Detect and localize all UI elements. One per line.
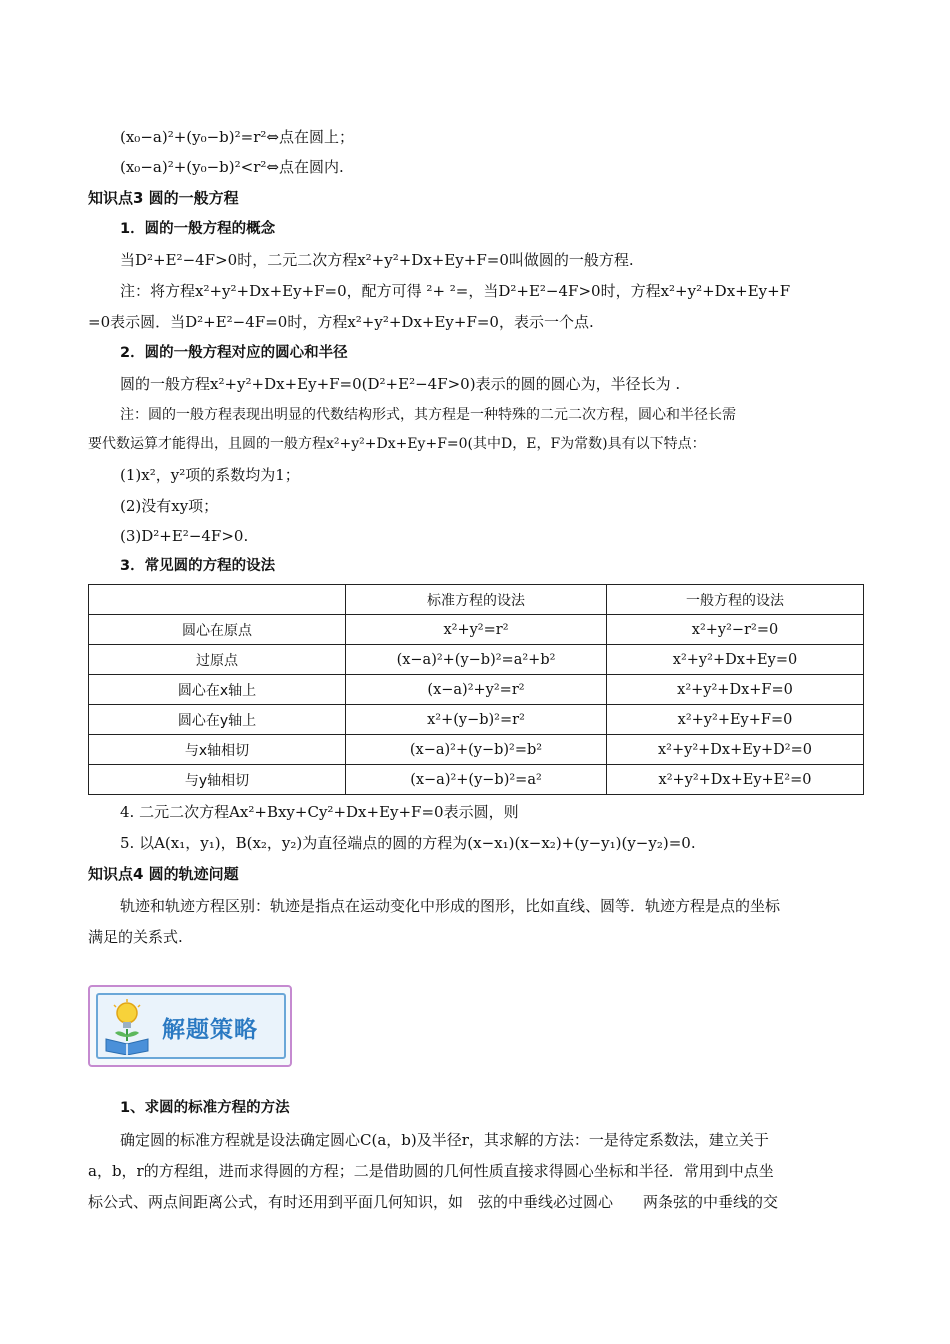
paragraph-note-2b: 要代数运算才能得出，且圆的一般方程x²+y²+Dx+Ey+F=0(其中D，E，F为常数)具有以下特点：	[88, 436, 706, 452]
feature-3: (3)D²+E²−4F>0.	[120, 527, 249, 545]
subheading-1: 1．圆的一般方程的概念	[120, 221, 276, 237]
table-cell: (x−a)²+(y−b)²=a²+b²	[346, 645, 607, 675]
table-row	[89, 765, 864, 795]
paragraph-inside-circle: (x₀−a)²+(y₀−b)²<r²⇔点在圆内.	[120, 158, 344, 176]
banner-title: 解题策略	[162, 1017, 258, 1043]
subheading-method: 1、求圆的标准方程的方法	[120, 1100, 290, 1116]
feature-1: (1)x²，y²项的系数均为1；	[120, 466, 300, 484]
table-cell: x²+y²−r²=0	[607, 615, 864, 645]
table-row	[89, 615, 864, 645]
table-cell: (x−a)²+y²=r²	[346, 675, 607, 705]
paragraph-method-a: 确定圆的标准方程就是设法确定圆心C(a，b)及半径r，其求解的方法：一是待定系数法，建立关于	[120, 1131, 769, 1149]
table-cell: x²+y²+Ey+F=0	[607, 705, 864, 735]
strategy-banner	[88, 985, 292, 1067]
section-heading-4: 知识点4 圆的轨迹问题	[88, 865, 239, 883]
paragraph-note-2a: 注：圆的一般方程表现出明显的代数结构形式，其方程是一种特殊的二元二次方程，圆心和半径长需	[120, 407, 736, 423]
table-cell: x²+y²+Dx+Ey+E²=0	[607, 765, 864, 795]
feature-2: (2)没有xy项；	[120, 497, 219, 515]
table-cell: (x−a)²+(y−b)²=b²	[346, 735, 607, 765]
table-cell: x²+y²+Dx+F=0	[607, 675, 864, 705]
paragraph-method-c: 标公式、两点间距离公式，有时还用到平面几何知识，如 弦的中垂线必过圆心 两条弦的中垂线的交	[88, 1193, 779, 1211]
table-header-row	[89, 585, 864, 615]
paragraph-condition: 4. 二元二次方程Ax²+Bxy+Cy²+Dx+Ey+F=0表示圆，则	[120, 803, 519, 821]
table-cell: 圆心在原点	[89, 615, 346, 645]
paragraph-note-1b: =0表示圆．当D²+E²−4F=0时，方程x²+y²+Dx+Ey+F=0，表示一个点.	[88, 313, 594, 331]
table-cell: 与y轴相切	[89, 765, 346, 795]
paragraph-note-1a: 注：将方程x²+y²+Dx+Ey+F=0，配方可得 ²+ ²=，当D²+E²−4F>0时，方程x²+y²+Dx+Ey+F	[120, 282, 791, 300]
table-cell: 圆心在y轴上	[89, 705, 346, 735]
table-cell: x²+y²+Dx+Ey=0	[607, 645, 864, 675]
table-cell: 过原点	[89, 645, 346, 675]
paragraph-method-b: a，b，r的方程组，进而求得圆的方程；二是借助圆的几何性质直接求得圆心坐标和半径．常用到中点坐	[88, 1162, 774, 1180]
table-row	[89, 675, 864, 705]
table-cell: 圆心在x轴上	[89, 675, 346, 705]
paragraph-definition: 当D²+E²−4F>0时，二元二次方程x²+y²+Dx+Ey+F=0叫做圆的一般方程.	[120, 251, 634, 269]
table-header-cell: 标准方程的设法	[346, 585, 607, 615]
table-cell: x²+y²+Dx+Ey+D²=0	[607, 735, 864, 765]
subheading-3: 3．常见圆的方程的设法	[120, 558, 276, 574]
subheading-2: 2．圆的一般方程对应的圆心和半径	[120, 345, 348, 361]
table-row	[89, 735, 864, 765]
lightbulb-book-icon	[102, 999, 152, 1055]
table-header-cell	[89, 585, 346, 615]
section-heading-3: 知识点3 圆的一般方程	[88, 189, 239, 207]
table-cell: 与x轴相切	[89, 735, 346, 765]
table-cell: (x−a)²+(y−b)²=a²	[346, 765, 607, 795]
paragraph-diameter: 5. 以A(x₁，y₁)，B(x₂，y₂)为直径端点的圆的方程为(x−x₁)(x−x₂)+(y−y₁)(y−y₂)=0.	[120, 834, 696, 852]
paragraph-locus-b: 满足的关系式.	[88, 928, 183, 946]
table-row	[89, 645, 864, 675]
paragraph-center-radius: 圆的一般方程x²+y²+Dx+Ey+F=0(D²+E²−4F>0)表示的圆的圆心为，半径长为 .	[120, 375, 681, 393]
table-cell: x²+(y−b)²=r²	[346, 705, 607, 735]
table-row	[89, 705, 864, 735]
paragraph-locus-a: 轨迹和轨迹方程区别：轨迹是指点在运动变化中形成的图形，比如直线、圆等．轨迹方程是点的坐标	[120, 897, 781, 915]
paragraph-on-circle: (x₀−a)²+(y₀−b)²=r²⇔点在圆上；	[120, 128, 354, 146]
table-cell: x²+y²=r²	[346, 615, 607, 645]
circle-equation-table	[88, 584, 864, 795]
table-header-cell: 一般方程的设法	[607, 585, 864, 615]
